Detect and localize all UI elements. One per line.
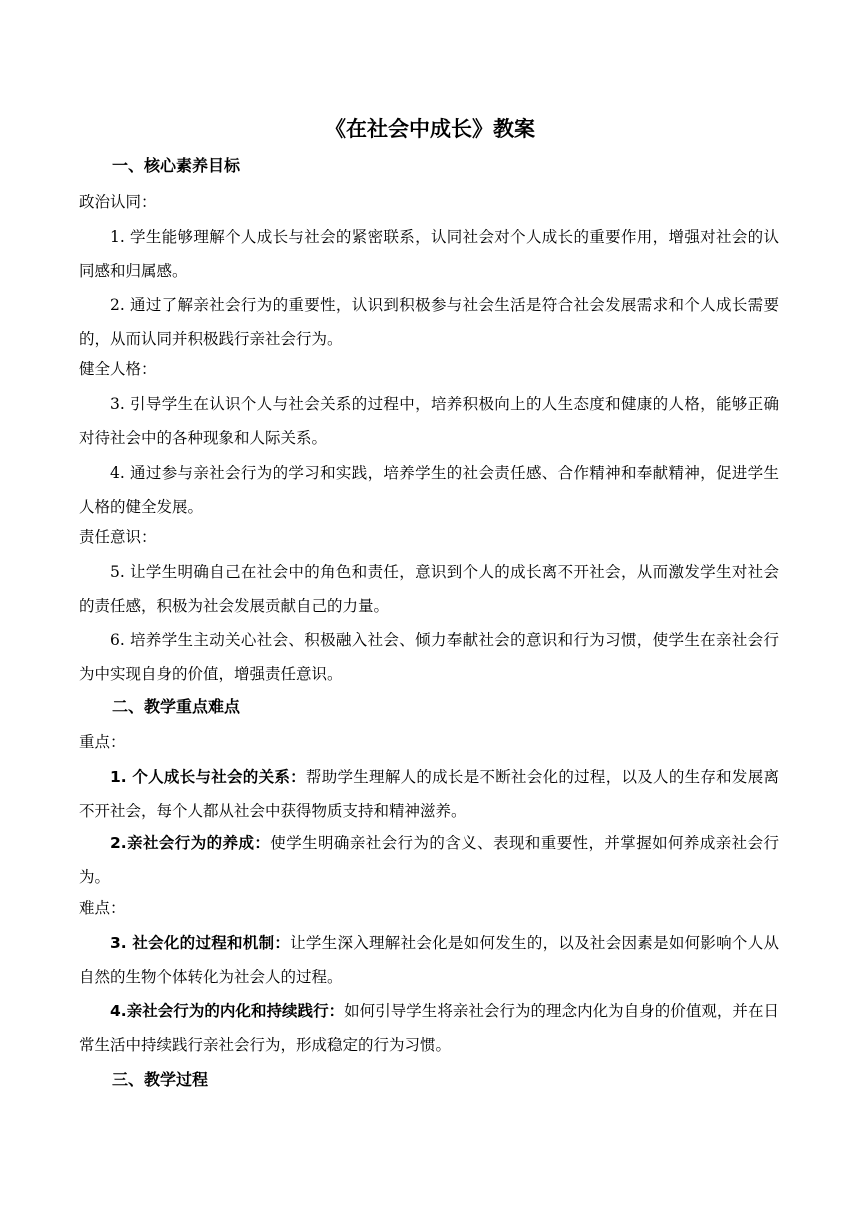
key-point-2-title: 2.亲社会行为的养成： [110, 834, 271, 852]
key-point-1 [79, 760, 779, 828]
label-key-points: 重点： [79, 733, 126, 751]
paragraph-3: 3. 引导学生在认识个人与社会关系的过程中，培养积极向上的人生态度和健康的人格，能够正确对待社会中的各种现象和人际关系。 [79, 395, 779, 447]
section-heading-teaching-process: 三、教学过程 [112, 1070, 209, 1089]
label-responsibility: 责任意识： [79, 528, 157, 546]
difficult-point-3-text: 让学生深入理解社会化是如何发生的，以及社会因素是如何影响个人从自然的生物个体转化为社会人的过程。 [79, 934, 779, 986]
paragraph-5: 5. 让学生明确自己在社会中的角色和责任，意识到个人的成长离不开社会，从而激发学生对社会的责任感，积极为社会发展贡献自己的力量。 [79, 563, 779, 615]
document-title: 《在社会中成长》教案 [325, 117, 535, 141]
paragraph-1: 1. 学生能够理解个人成长与社会的紧密联系，认同社会对个人成长的重要作用，增强对社会的认同感和归属感。 [79, 228, 779, 280]
difficult-point-4 [79, 994, 779, 1062]
label-political-identity: 政治认同： [79, 193, 157, 211]
key-point-1-text: 帮助学生理解人的成长是不断社会化的过程，以及人的生存和发展离不开社会，每个人都从社会中获得物质支持和精神滋养。 [79, 768, 779, 820]
difficult-point-3-title: 3. 社会化的过程和机制： [110, 934, 291, 952]
key-point-2 [79, 826, 779, 894]
key-point-1-title: 1. 个人成长与社会的关系： [110, 768, 306, 786]
label-difficult-points: 难点： [79, 899, 126, 917]
paragraph-2: 2. 通过了解亲社会行为的重要性，认识到积极参与社会生活是符合社会发展需求和个人成长需要的，从而认同并积极践行亲社会行为。 [79, 296, 779, 348]
difficult-point-4-text: 如何引导学生将亲社会行为的理念内化为自身的价值观，并在日常生活中持续践行亲社会行为，形成稳定的行为习惯。 [79, 1002, 779, 1054]
difficult-point-4-title: 4.亲社会行为的内化和持续践行： [110, 1002, 345, 1020]
label-sound-personality: 健全人格： [79, 360, 157, 378]
paragraph-4: 4. 通过参与亲社会行为的学习和实践，培养学生的社会责任感、合作精神和奉献精神，促进学生人格的健全发展。 [79, 464, 779, 516]
paragraph-6: 6. 培养学生主动关心社会、积极融入社会、倾力奉献社会的意识和行为习惯，使学生在亲社会行为中实现自身的价值，增强责任意识。 [79, 631, 779, 683]
section-heading-objectives: 一、核心素养目标 [112, 156, 241, 175]
section-heading-key-points: 二、教学重点难点 [112, 697, 241, 716]
difficult-point-3 [79, 926, 779, 994]
key-point-2-text: 使学生明确亲社会行为的含义、表现和重要性，并掌握如何养成亲社会行为。 [79, 834, 779, 886]
